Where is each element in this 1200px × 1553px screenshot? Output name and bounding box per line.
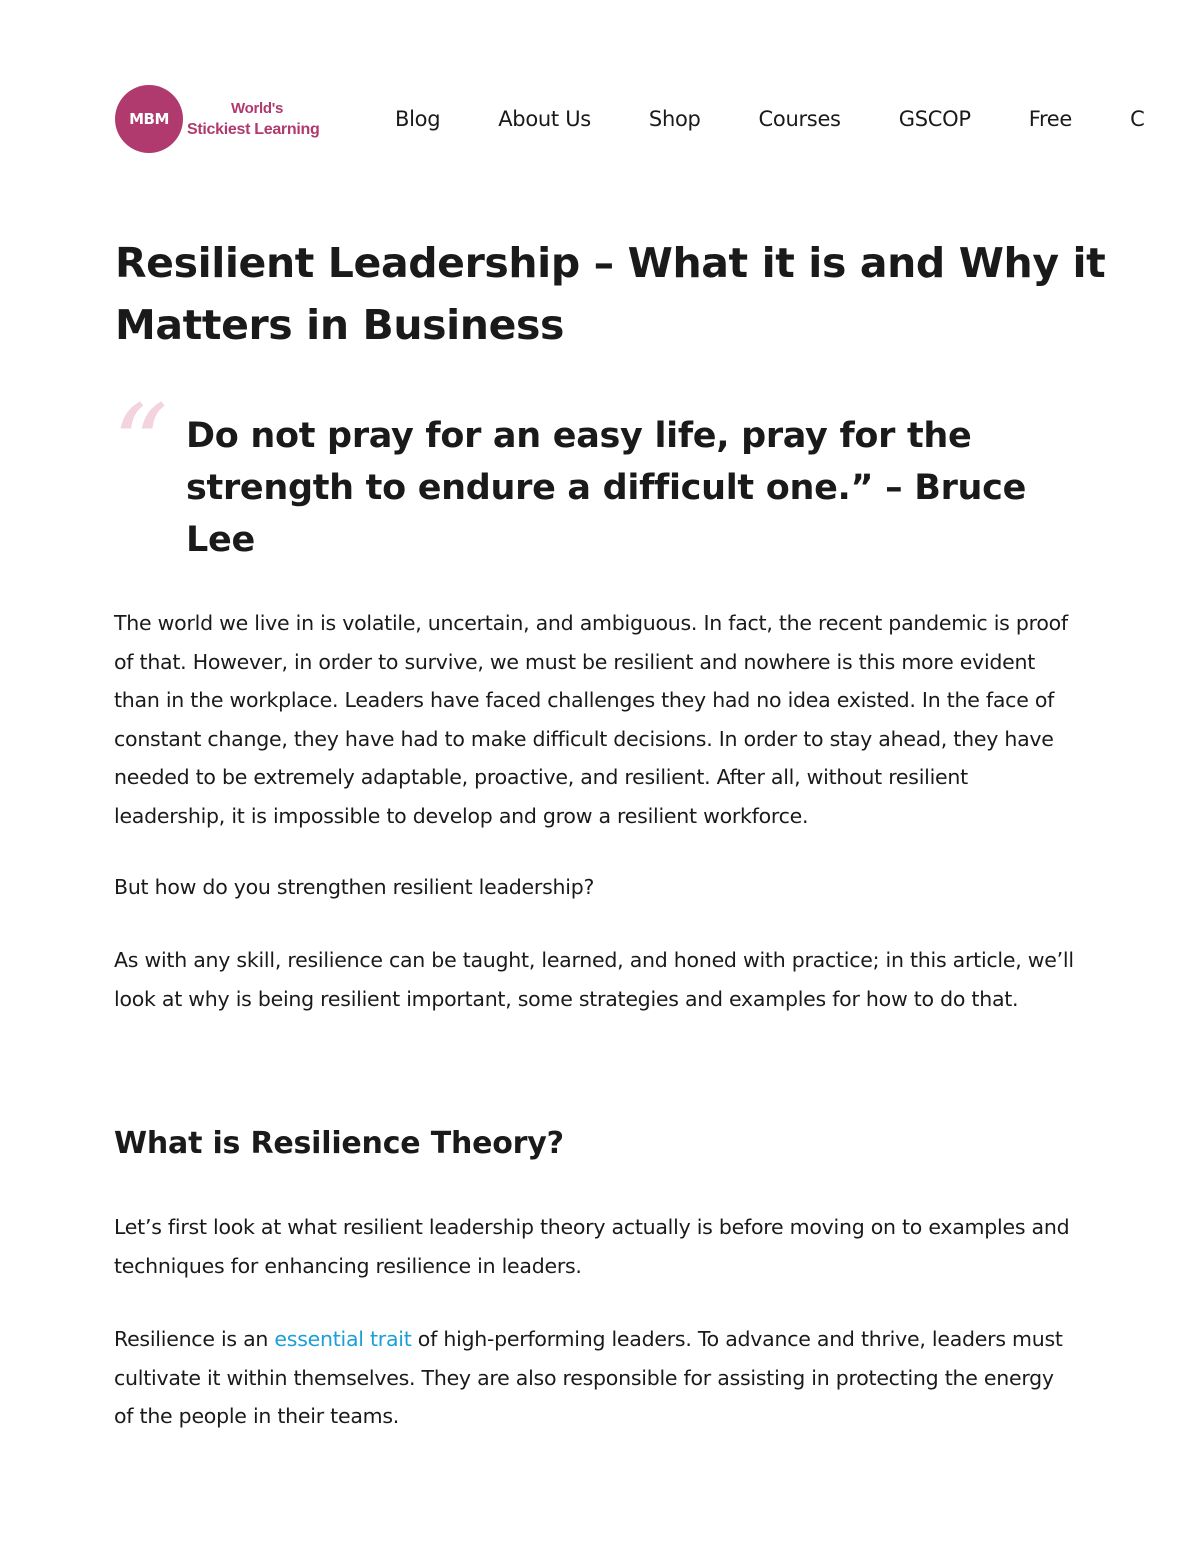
nav-shop[interactable]: Shop	[648, 107, 701, 131]
nav-free[interactable]: Free	[1028, 107, 1073, 131]
main-nav	[395, 84, 1145, 154]
quote-open-icon: “	[112, 381, 169, 509]
nav-blog[interactable]: Blog	[395, 107, 441, 131]
paragraph-trait-lead: Resilience is an	[114, 1327, 275, 1351]
logo-line-2: Stickiest Learning	[187, 121, 320, 138]
paragraph-theory: Let’s first look at what resilient leadership theory actually is before moving on to examples and techniques for enhancing resilience in leaders.	[114, 1215, 1070, 1278]
logo-mark: MBM	[115, 85, 183, 153]
logo-wordmark	[187, 98, 319, 140]
paragraph-trait	[114, 1320, 1074, 1436]
paragraph-overview: As with any skill, resilience can be taught, learned, and honed with practice; in this article, we’ll look at why is being resilient important, some strategies and examples for how to do that.	[114, 948, 1074, 1011]
logo-line-1: World's	[231, 100, 284, 117]
nav-courses[interactable]: Courses	[758, 107, 841, 131]
pull-quote: Do not pray for an easy life, pray for the strength to endure a difficult one.” – Bruce Lee	[186, 416, 1027, 560]
nav-gscop[interactable]: GSCOP	[898, 107, 971, 131]
page-title: Resilient Leadership – What it is and Why it Matters in Business	[115, 239, 1106, 349]
site-logo[interactable]	[115, 84, 319, 154]
section-heading: What is Resilience Theory?	[114, 1126, 564, 1161]
paragraph-question: But how do you strengthen resilient leadership?	[114, 875, 595, 899]
nav-about-us[interactable]: About Us	[498, 107, 591, 131]
paragraph-trait-rest: of high-performing leaders. To advance and thrive, leaders must cultivate it within themselves. They are also responsible for assisting in protecting the energy of the people in their teams.	[114, 1327, 1063, 1428]
paragraph-intro: The world we live in is volatile, uncertain, and ambiguous. In fact, the recent pandemic is proof of that. However, in order to survive, we must be resilient and nowhere is this more evident than in the workplace. Leaders have faced challenges they had no idea existed. In the face of constant change, they have had to make difficult decisions. In order to stay ahead, they have needed to be extremely adaptable, proactive, and resilient. After all, without resilient leadership, it is impossible to develop and grow a resilient workforce.	[114, 611, 1068, 828]
nav-truncated-item[interactable]: C	[1130, 107, 1145, 131]
site-header	[115, 84, 1145, 154]
essential-trait-link[interactable]: essential trait	[274, 1327, 412, 1351]
